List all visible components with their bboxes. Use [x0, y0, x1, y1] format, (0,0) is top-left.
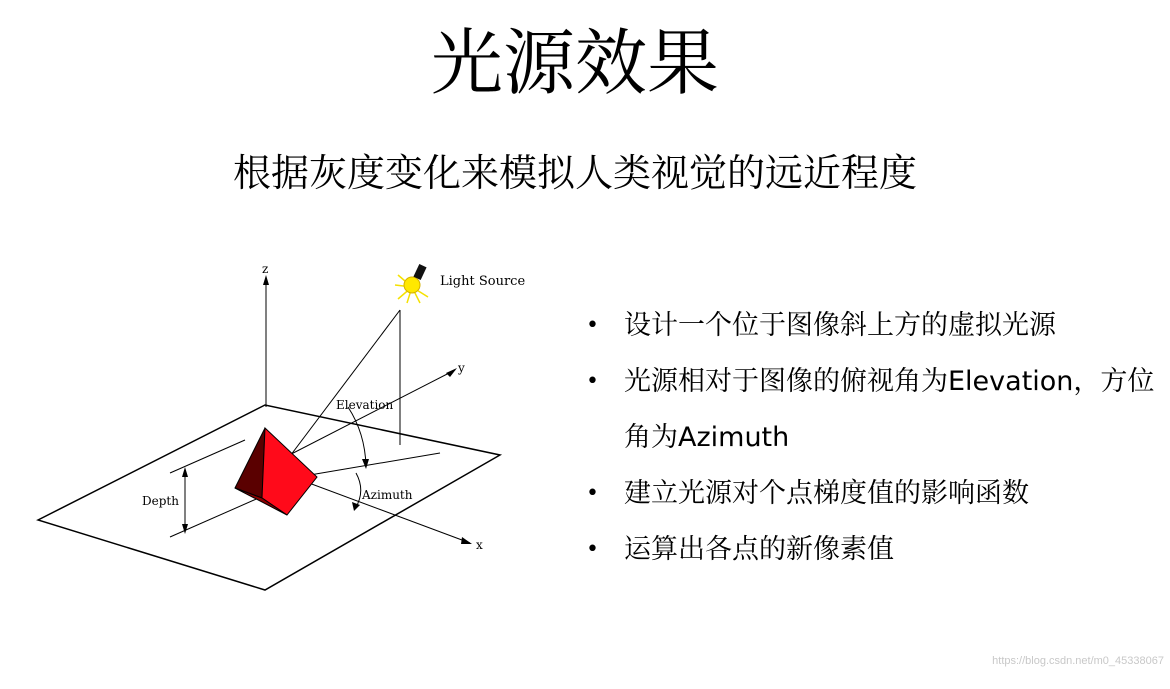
slide-subtitle: 根据灰度变化来模拟人类视觉的远近程度: [232, 151, 917, 195]
light-projection-line: [298, 453, 440, 477]
bullet-item: [586, 466, 1156, 522]
diagram-svg: [30, 255, 526, 595]
azimuth-label: Azimuth: [362, 488, 413, 502]
y-axis-arrow: [446, 368, 457, 377]
slide-title: 光源效果: [430, 21, 719, 105]
bullet-dot: •: [586, 369, 599, 394]
watermark: https://blog.csdn.net/m0_45338067: [992, 655, 1164, 667]
x-axis-label: x: [476, 538, 483, 552]
light-source-diagram: [30, 255, 526, 595]
pyramid-face-right: [262, 428, 317, 515]
depth-label: Depth: [142, 494, 179, 508]
z-axis-arrow: [263, 275, 269, 285]
bullet-text: 光源相对于图像的俯视角为Elevation，方位角为Azimuth: [624, 366, 1155, 453]
y-axis: [266, 370, 455, 467]
bullet-item: [586, 522, 1156, 578]
bullet-item: [586, 354, 1156, 466]
bullet-dot: •: [586, 481, 599, 506]
depth-upper-line: [170, 440, 245, 473]
bullet-text: 建立光源对个点梯度值的影响函数: [624, 478, 1029, 509]
bullet-item: [586, 298, 1156, 354]
elevation-arc: [348, 407, 366, 466]
x-axis-arrow: [461, 537, 472, 544]
bullet-list: [586, 298, 1156, 578]
y-axis-label: y: [458, 361, 465, 375]
light-source-label: Light Source: [440, 274, 526, 289]
bullet-text: 运算出各点的新像素值: [624, 534, 894, 565]
elevation-label: Elevation: [336, 398, 394, 412]
elevation-arc-arrow: [362, 459, 369, 469]
bullet-text: 设计一个位于图像斜上方的虚拟光源: [624, 310, 1056, 341]
azimuth-arc-arrow: [352, 502, 360, 511]
pyramid-face-left: [235, 428, 265, 498]
depth-arrow-top: [182, 467, 188, 477]
z-axis-label: z: [262, 262, 269, 276]
light-bulb-icon: [395, 264, 428, 303]
bullet-dot: •: [586, 313, 599, 338]
bullet-dot: •: [586, 537, 599, 562]
